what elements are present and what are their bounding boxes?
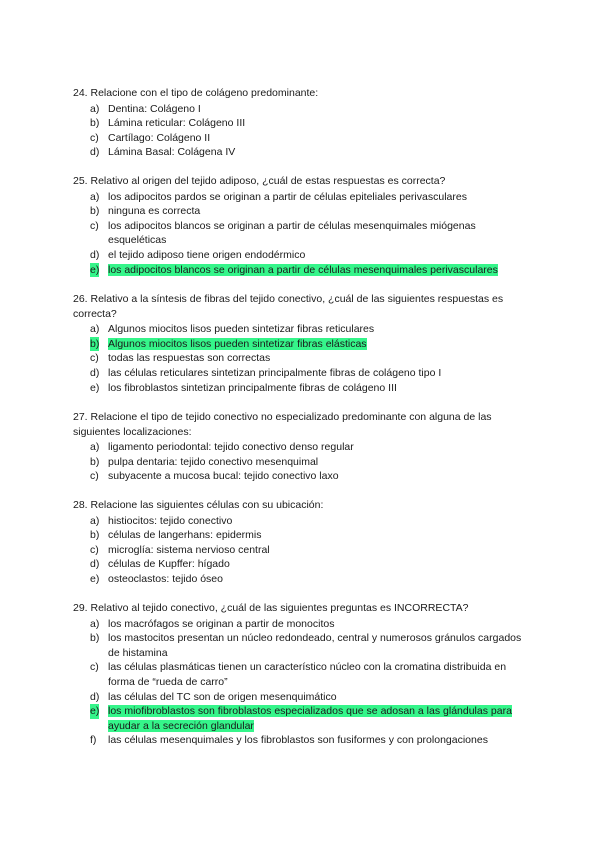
option-letter: a) [90,441,100,454]
question-26 [73,292,535,395]
option [73,351,531,366]
option-text: las células del TC son de origen mesenquimático [108,690,337,703]
option-letter: b) [90,337,100,350]
option-text: el tejido adiposo tiene origen endodérmico [108,248,306,261]
option-list [73,617,535,748]
option [73,440,531,455]
option-text: todas las respuestas son correctas [108,352,271,365]
option-letter: c) [90,131,99,144]
option-text: las células mesenquimales y los fibroblastos son fusiformes y con prolongaciones [108,734,488,747]
option-text: pulpa dentaria: tejido conectivo mesenquimal [108,455,319,468]
option [73,204,531,219]
option [73,455,531,470]
option-list [73,514,535,587]
option-text: Dentina: Colágeno I [108,102,201,115]
option [73,572,531,587]
option-letter: c) [90,543,99,556]
option [73,190,531,205]
option-highlighted-answer [73,337,531,352]
option-letter: c) [90,661,99,674]
option [73,543,531,558]
option-text: osteoclastos: tejido óseo [108,572,223,585]
option-letter: d) [90,690,100,703]
option [73,102,531,117]
question-stem: 29. Relativo al tejido conectivo, ¿cuál de las siguientes preguntas es INCORRECTA? [73,602,469,614]
question-stem: 26. Relativo a la síntesis de fibras del tejido conectivo, ¿cuál de las siguientes respuestas es correcta? [73,293,504,320]
option [73,131,531,146]
question-stem: 25. Relativo al origen del tejido adiposo, ¿cuál de estas respuestas es correcta? [73,175,446,187]
option-letter: e) [90,263,100,276]
option-text: Cartílago: Colágeno II [108,131,211,144]
option-text: los miofibroblastos son fibroblastos especializados que se adosan a las glándulas para ayudar a la secreción glandular [108,705,512,732]
option [73,145,531,160]
option-text: células de Kupffer: hígado [108,558,230,571]
option-letter: a) [90,323,100,336]
option-letter: d) [90,366,100,379]
option-letter: d) [90,248,100,261]
option [73,617,531,632]
question-stem: 27. Relacione el tipo de tejido conectivo no especializado predominante con alguna de las siguientes localizaciones: [73,411,492,438]
option [73,469,531,484]
option-letter: b) [90,529,100,542]
option [73,366,531,381]
option-text: los adipocitos blancos se originan a partir de células mesenquimales miógenas esqueléticas [108,219,476,247]
option [73,116,531,131]
option-list [73,322,535,395]
option-text: las células reticulares sintetizan principalmente fibras de colágeno tipo I [108,366,442,379]
option-letter: e) [90,381,100,394]
option-letter: a) [90,617,100,630]
option-text: microglía: sistema nervioso central [108,543,270,556]
option-letter: a) [90,102,100,115]
option-letter: a) [90,190,100,203]
option-letter: b) [90,632,100,645]
question-stem: 28. Relacione las siguientes células con su ubicación: [73,499,324,511]
option-letter: b) [90,455,100,468]
option-text: ninguna es correcta [108,205,201,218]
option [73,631,531,660]
option-letter: e) [90,572,100,585]
option-text: Lámina reticular: Colágeno III [108,117,246,130]
option-list [73,440,535,484]
option-highlighted-answer [73,704,531,733]
option-text: Algunos miocitos lisos pueden sintetizar fibras elásticas [108,337,367,350]
option [73,219,531,248]
option [73,690,531,705]
option-text: las células plasmáticas tienen un característico núcleo con la cromatina distribuida en forma de “rueda de carro” [108,661,507,688]
question-25 [73,174,535,277]
option [73,248,531,263]
option [73,514,531,529]
option-text: ligamento periodontal: tejido conectivo denso regular [108,441,354,454]
option-letter: f) [90,734,97,747]
option-letter: c) [90,470,99,483]
question-stem: 24. Relacione con el tipo de colágeno predominante: [73,87,319,99]
question-29 [73,601,535,748]
option-text: histiocitos: tejido conectivo [108,514,233,527]
option-letter: c) [90,352,99,365]
option-text: Algunos miocitos lisos pueden sintetizar fibras reticulares [108,323,375,336]
option-text: los mastocitos presentan un núcleo redondeado, central y numerosos gránulos cargados de histamina [108,632,522,659]
option [73,528,531,543]
option [73,557,531,572]
option-list [73,190,535,278]
question-24 [73,86,535,160]
option [73,660,531,689]
option-letter: d) [90,558,100,571]
option [73,322,531,337]
option-letter: b) [90,205,100,218]
question-28 [73,498,535,587]
option-text: Lámina Basal: Colágena IV [108,146,236,159]
option-text: los adipocitos pardos se originan a partir de células epiteliales perivasculares [108,190,467,203]
option-text: los adipocitos blancos se originan a partir de células mesenquimales perivasculares [108,263,498,276]
question-27 [73,410,535,484]
option-letter: a) [90,514,100,527]
option-highlighted-answer [73,263,531,278]
option-text: los fibroblastos sintetizan principalmente fibras de colágeno III [108,381,397,394]
option [73,733,531,748]
option-text: los macrófagos se originan a partir de monocitos [108,617,335,630]
option-letter: d) [90,146,100,159]
option-list [73,102,535,160]
option-letter: c) [90,219,99,232]
option-letter: b) [90,117,100,130]
option-text: subyacente a mucosa bucal: tejido conectivo laxo [108,470,339,483]
option-text: células de langerhans: epidermis [108,529,262,542]
option [73,381,531,396]
option-letter: e) [90,705,100,718]
